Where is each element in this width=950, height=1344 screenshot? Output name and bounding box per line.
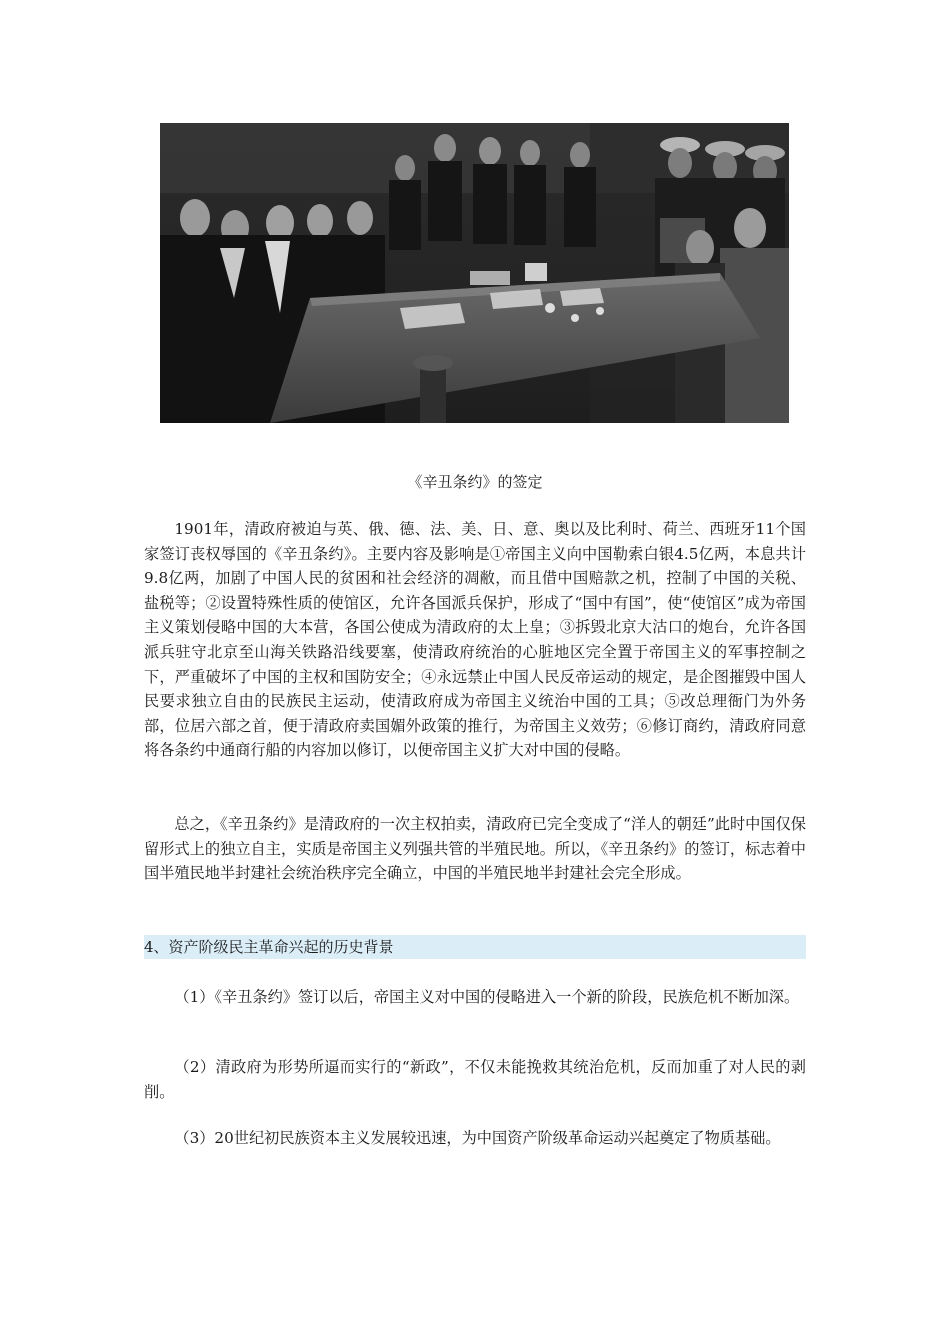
photo-illustration — [160, 123, 789, 423]
paragraph-conclusion: 总之，《辛丑条约》是清政府的一次主权拍卖，清政府已完全变成了“洋人的朝廷”此时中国仅保留形式上的独立自主，实质是帝国主义列强共管的半殖民地。所以，《辛丑条约》的签订，标志着中国半殖民地半封建社会统治秩序完全确立，中国的半殖民地半封建社会完全形成。 — [144, 815, 806, 883]
treaty-signing-photo — [160, 123, 789, 423]
paragraph-treaty-content: 1901年，清政府被迫与英、俄、德、法、美、日、意、奥以及比利时、荷兰、西班牙11个国家签订丧权辱国的《辛丑条约》。主要内容及影响是①帝国主义向中国勒索白银4.5亿两，本息共计9.8亿两，加剧了中国人民的贫困和社会经济的凋敝，而且借中国赔款之机，控制了中国的关税、盐税等；②设置特殊性质的使馆区，允许各国派兵保护，形成了“国中有国”，使“使馆区”成为帝国主义策划侵略中国的大本营，各国公使成为清政府的太上皇；③拆毁北京大沽口的炮台，允许各国派兵驻守北京至山海关铁路沿线要塞，使清政府统治的心脏地区完全置于帝国主义的军事控制之下，严重破坏了中国的主权和国防安全；④永远禁止中国人民反帝运动的规定，是企图摧毁中国人民要求独立自由的民族民主运动，使清政府成为帝国主义统治中国的工具；⑤改总理衙门为外务部，位居六部之首，便于清政府卖国媚外政策的推行，为帝国主义效劳；⑥修订商约，清政府同意将各条约中通商行船的内容加以修订，以便帝国主义扩大对中国的侵略。 — [144, 520, 806, 760]
list-item: （1）《辛丑条约》签订以后，帝国主义对中国的侵略进入一个新的阶段，民族危机不断加深。 — [174, 988, 800, 1006]
section-heading: 4、资产阶级民主革命兴起的历史背景 — [144, 935, 806, 959]
figure-caption: 《辛丑条约》的签定 — [407, 473, 543, 491]
list-item: （3）20世纪初民族资本主义发展较迅速，为中国资产阶级革命运动兴起奠定了物质基础。 — [174, 1129, 781, 1147]
list-item: （2）清政府为形势所逼而实行的“新政”，不仅未能挽救其统治危机，反而加重了对人民的剥削。 — [144, 1058, 806, 1101]
